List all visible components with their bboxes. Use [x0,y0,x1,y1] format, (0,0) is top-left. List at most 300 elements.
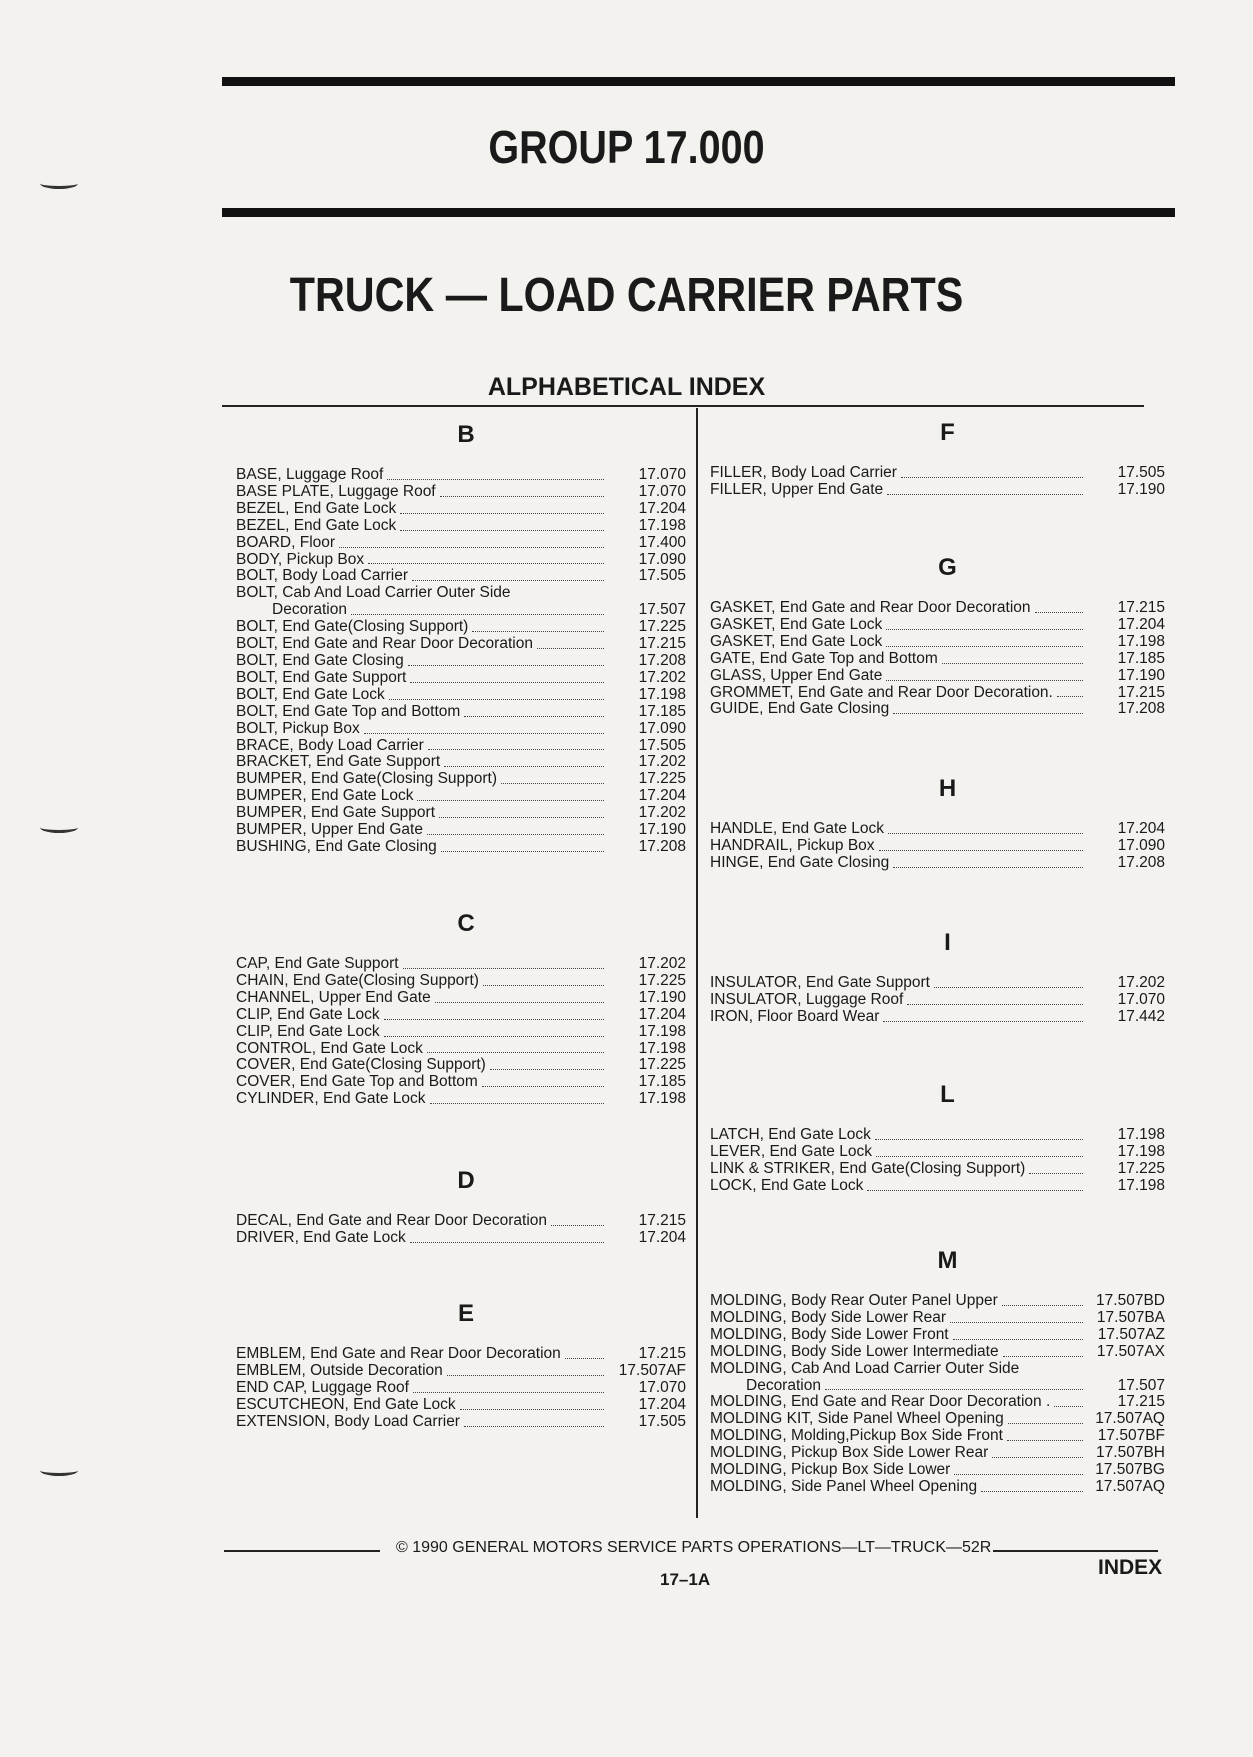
index-entry [710,701,1165,718]
index-entry-name: BUMPER, Upper End Gate [236,821,423,839]
dot-leader [893,867,1083,868]
dot-leader [950,1322,1083,1323]
index-entry-number: 17.507AX [1096,1342,1165,1360]
index-entry [710,651,1165,668]
index-entry-number: 17.507 [1117,1376,1165,1394]
index-entry-number: 17.505 [638,567,686,585]
dot-leader [992,1457,1083,1458]
top-rule [222,77,1175,86]
index-entry-number: 17.198 [638,516,686,534]
dot-leader [430,1103,604,1104]
index-entry-name: MOLDING, Body Rear Outer Panel Upper [710,1292,998,1309]
index-entry-name: HINGE, End Gate Closing [710,853,890,871]
index-entry-name: BASE PLATE, Luggage Roof [236,482,436,500]
index-entry-number: 17.505 [1117,464,1165,481]
index-entry-name: EMBLEM, Outside Decoration [236,1361,443,1379]
index-section-h [710,771,1165,872]
index-entry [710,617,1165,634]
index-entry-name: END CAP, Luggage Roof [236,1378,409,1396]
index-entry-name: BOLT, Body Load Carrier [236,567,409,585]
index-entry-number: 17.225 [638,618,686,636]
index-entry [710,465,1165,482]
index-entry [236,670,686,687]
index-entry-name: DRIVER, End Gate Lock [236,1228,406,1246]
index-entry-name: ESCUTCHEON, End Gate Lock [236,1395,456,1413]
dot-leader [417,800,604,801]
index-entry-name: MOLDING, Side Panel Wheel Opening [710,1477,978,1495]
dot-leader [389,699,604,700]
index-entry [710,1009,1165,1026]
dot-leader [537,648,604,649]
index-entry-number: 17.070 [638,466,686,483]
index-entry-name: CHANNEL, Upper End Gate [236,988,431,1006]
index-entry-name: BUMPER, End Gate Support [236,804,436,822]
index-entry-name: INSULATOR, Luggage Roof [710,990,904,1008]
index-entry-name: COVER, End Gate(Closing Support) [236,1056,486,1074]
index-entry-name: BOLT, End Gate Support [236,668,407,686]
index-entry [236,704,686,721]
index-entry [236,990,686,1007]
index-section-g [710,550,1165,718]
index-entry-name: DECAL, End Gate and Rear Door Decoration [236,1212,548,1229]
index-section-m [710,1243,1165,1496]
index-entry-name: BODY, Pickup Box [236,550,365,568]
index-entry-number: 17.507AF [618,1361,686,1379]
index-entry-name: MOLDING, End Gate and Rear Door Decoration . [710,1393,1051,1411]
index-entry [236,1057,686,1074]
dot-leader [368,563,604,564]
dot-leader [482,1086,604,1087]
index-entry [710,1462,1165,1479]
index-entry-number: 17.185 [638,1073,686,1091]
index-entry-name: MOLDING, Body Side Lower Rear [710,1308,947,1326]
column-divider [696,408,698,1518]
index-entry-number: 17.204 [638,1005,686,1023]
index-entry-number: 17.208 [1117,700,1165,718]
index-entry-number: 17.215 [1117,1393,1165,1411]
index-entry-number: 17.070 [638,1378,686,1396]
dot-leader [483,985,604,986]
index-entry-number: 17.507AQ [1095,1477,1165,1495]
dot-leader [887,494,1083,495]
index-entry [710,668,1165,685]
index-entry-number: 17.507BD [1096,1292,1165,1309]
index-entry [710,1293,1165,1310]
index-entry [236,1041,686,1058]
index-entry [710,1144,1165,1161]
dot-leader [907,1004,1083,1005]
index-entry [710,1178,1165,1195]
index-entry-name: CONTROL, End Gate Lock [236,1039,423,1057]
index-entry-number: 17.225 [638,770,686,788]
dot-leader [413,1392,604,1393]
index-entry [236,1414,686,1431]
index-entry-name: BOLT, End Gate Lock [236,685,385,703]
dot-leader [953,1339,1083,1340]
index-entry [236,721,686,738]
index-entry [236,1346,686,1363]
index-entry [710,1394,1165,1411]
dot-leader [1054,1406,1083,1407]
index-entry-number: 17.204 [1117,615,1165,633]
index-entry-number: 17.507BA [1096,1308,1165,1326]
section-letter: B [457,421,475,448]
index-entry [236,839,686,856]
punch-hole-mark [40,1465,78,1476]
index-entry [710,685,1165,702]
index-entry-name: CAP, End Gate Support [236,955,399,972]
index-entry-number: 17.202 [638,668,686,686]
index-entry-number: 17.225 [638,1056,686,1074]
index-entry [710,975,1165,992]
index-entry-number: 17.198 [638,1022,686,1040]
dot-leader [441,851,604,852]
index-entry-number: 17.507BG [1095,1461,1165,1479]
index-entry [710,1327,1165,1344]
dot-leader [384,1019,604,1020]
index-section-b [236,417,686,856]
index-section-e [236,1296,686,1431]
index-entry-name: GLASS, Upper End Gate [710,666,883,684]
index-entry-name: GASKET, End Gate Lock [710,615,883,633]
index-subtitle: ALPHABETICAL INDEX [487,373,766,401]
index-entry-number: 17.090 [638,550,686,568]
index-entry [236,687,686,704]
index-entry [236,501,686,518]
dot-leader [867,1190,1083,1191]
index-entry [710,821,1165,838]
index-entry-name: BOLT, Pickup Box [236,719,360,737]
index-entry-name: MOLDING, Molding,Pickup Box Side Front [710,1427,1003,1445]
section-letter: M [937,1247,958,1274]
index-entry-name: BOLT, End Gate and Rear Door Decoration [236,635,533,653]
dot-leader [1002,1305,1083,1306]
dot-leader [472,631,604,632]
index-entry-name: BUMPER, End Gate(Closing Support) [236,770,498,788]
index-entry-name: EMBLEM, End Gate and Rear Door Decoration [236,1345,561,1362]
dot-leader [1029,1173,1083,1174]
dot-leader [1057,696,1083,697]
punch-hole-mark [40,822,78,833]
section-letter: L [940,1081,955,1108]
index-entry-number: 17.090 [638,719,686,737]
dot-leader [464,716,604,717]
dot-leader [410,682,604,683]
index-entry [710,1479,1165,1496]
index-entry-number: 17.185 [1117,649,1165,667]
index-entry-number: 17.202 [638,753,686,771]
index-entry [710,1127,1165,1144]
index-entry-name: BRACE, Body Load Carrier [236,736,424,754]
index-entry-name: FILLER, Upper End Gate [710,480,884,498]
index-section-f [710,415,1165,499]
dot-leader [954,1474,1083,1475]
dot-leader [410,1242,604,1243]
index-entry-number: 17.507AQ [1095,1410,1165,1428]
section-letter: F [940,419,955,446]
dot-leader [400,530,604,531]
index-entry-number: 17.225 [1117,1159,1165,1177]
section-letter: H [938,775,957,802]
index-entry-name: IRON, Floor Board Wear [710,1007,880,1025]
dot-leader [886,680,1083,681]
dot-leader [883,1021,1083,1022]
index-entry-number: 17.198 [1117,1142,1165,1160]
index-entry-number: 17.190 [638,988,686,1006]
index-entry-number: 17.198 [638,685,686,703]
dot-leader [875,1139,1083,1140]
index-entry-name: BEZEL, End Gate Lock [236,516,397,534]
index-section-l [710,1077,1165,1195]
index-entry-number: 17.208 [638,837,686,855]
index-entry [710,482,1165,499]
index-entry-name: CLIP, End Gate Lock [236,1022,380,1040]
index-entry-name: BOLT, End Gate Top and Bottom [236,702,461,720]
index-entry [710,1378,1165,1395]
index-entry-number: 17.225 [638,971,686,989]
index-entry-number: 17.070 [1117,990,1165,1008]
index-entry [236,1074,686,1091]
index-entry [236,636,686,653]
index-entry-name: BOLT, End Gate(Closing Support) [236,618,469,636]
dot-leader [551,1225,604,1226]
dot-leader [427,1052,604,1053]
dot-leader [565,1358,604,1359]
dot-leader [464,1426,604,1427]
section-letter: G [938,554,957,581]
dot-leader [403,968,604,969]
index-entry-name-continuation: Decoration [272,601,347,619]
dot-leader [490,1069,604,1070]
index-entry-name: EXTENSION, Body Load Carrier [236,1412,460,1430]
index-entry [236,771,686,788]
index-entry-number: 17.204 [638,1395,686,1413]
index-section-d [236,1163,686,1247]
index-entry-number: 17.507BH [1096,1444,1165,1462]
index-entry-number: 17.202 [638,804,686,822]
dot-leader [886,646,1083,647]
index-entry [710,855,1165,872]
dot-leader [1035,612,1084,613]
index-entry-name: CYLINDER, End Gate Lock [236,1090,426,1108]
dot-leader [387,479,604,480]
footer-rule-left [224,1550,380,1552]
index-entry-name: BRACKET, End Gate Support [236,753,441,771]
index-section-c [236,906,686,1108]
index-entry-name: INSULATOR, End Gate Support [710,974,930,991]
page-number: 17–1A [660,1570,711,1589]
index-entry-name: BOLT, End Gate Closing [236,651,404,669]
index-entry-name: GATE, End Gate Top and Bottom [710,649,938,667]
dot-leader [981,1491,1083,1492]
dot-leader [408,665,604,666]
index-entry-number: 17.204 [638,787,686,805]
index-entry-number: 17.198 [1117,1126,1165,1143]
index-entry [236,788,686,805]
index-entry-name: GASKET, End Gate Lock [710,632,883,650]
index-entry [236,1230,686,1247]
index-entry [710,1310,1165,1327]
index-entry [710,992,1165,1009]
index-rule [222,405,1144,407]
index-entry [236,653,686,670]
index-label: INDEX [1098,1556,1163,1579]
index-entry-name: BUMPER, End Gate Lock [236,787,414,805]
index-entry [236,754,686,771]
index-entry-name: MOLDING KIT, Side Panel Wheel Opening [710,1410,1004,1428]
index-entry-number: 17.442 [1117,1007,1165,1025]
section-letter: D [457,1167,475,1194]
dot-leader [439,817,604,818]
footer-copyright: © 1990 GENERAL MOTORS SERVICE PARTS OPERATIONS—LT—TRUCK—52R [396,1539,992,1556]
index-entry-name: GUIDE, End Gate Closing [710,700,890,718]
index-entry [236,602,686,619]
dot-leader [1007,1440,1083,1441]
index-entry [236,467,686,484]
header-rule [222,208,1175,217]
index-entry-number: 17.507BF [1097,1427,1165,1445]
index-entry-name: MOLDING, Body Side Lower Front [710,1325,949,1343]
index-entry [236,1091,686,1108]
index-entry [710,1161,1165,1178]
index-entry [236,619,686,636]
index-entry [236,1397,686,1414]
index-entry-name: BEZEL, End Gate Lock [236,499,397,517]
index-entry [236,973,686,990]
index-entry-number: 17.190 [638,821,686,839]
index-entry [236,484,686,501]
dot-leader [825,1389,1083,1390]
index-entry-name-continuation: Decoration [746,1376,821,1394]
index-entry [236,518,686,535]
index-entry-number: 17.204 [638,1228,686,1246]
index-entry-name: LOCK, End Gate Lock [710,1176,864,1194]
section-letter: E [457,1300,474,1327]
index-entry-name: MOLDING, Body Side Lower Intermediate [710,1342,999,1360]
index-entry [236,1213,686,1230]
index-entry-number: 17.190 [1117,480,1165,498]
index-entry [236,822,686,839]
index-entry-name: HANDRAIL, Pickup Box [710,836,875,854]
dot-leader [893,713,1083,714]
index-entry-name: LATCH, End Gate Lock [710,1126,871,1143]
index-entry-number: 17.198 [1117,1176,1165,1194]
index-entry-number: 17.507 [638,601,686,619]
dot-leader [879,850,1083,851]
dot-leader [888,833,1083,834]
index-entry-name: CHAIN, End Gate(Closing Support) [236,971,479,989]
dot-leader [384,1036,604,1037]
index-entry [236,1007,686,1024]
dot-leader [942,663,1083,664]
index-entry-name: CLIP, End Gate Lock [236,1005,380,1023]
dot-leader [364,733,604,734]
index-entry [710,1445,1165,1462]
index-entry-number: 17.070 [638,482,686,500]
index-entry-number: 17.202 [1117,974,1165,991]
index-entry-name: MOLDING, Cab And Load Carrier Outer Side [710,1359,1020,1377]
dot-leader [428,749,604,750]
dot-leader [501,783,604,784]
index-entry [236,568,686,585]
dot-leader [460,1409,604,1410]
index-entry-name: COVER, End Gate Top and Bottom [236,1073,478,1091]
dot-leader [435,1002,604,1003]
index-entry-number: 17.090 [1117,836,1165,854]
dot-leader [444,766,604,767]
index-entry-name: BOLT, Cab And Load Carrier Outer Side [236,584,511,602]
section-letter: C [457,910,475,937]
index-entry [236,1380,686,1397]
dot-leader [876,1156,1083,1157]
index-entry-number: 17.204 [638,499,686,517]
index-entry-name: BUSHING, End Gate Closing [236,837,437,855]
index-entry-number: 17.507AZ [1097,1325,1165,1343]
dot-leader [901,477,1083,478]
dot-leader [351,614,604,615]
dot-leader [339,547,604,548]
index-entry-name: LEVER, End Gate Lock [710,1142,872,1160]
dot-leader [447,1375,604,1376]
dot-leader [400,513,604,514]
index-entry-number: 17.208 [638,651,686,669]
index-entry [236,535,686,552]
index-entry-name: BASE, Luggage Roof [236,466,384,483]
dot-leader [440,496,604,497]
index-entry-number: 17.202 [638,955,686,972]
index-entry-number: 17.185 [638,702,686,720]
index-entry-number: 17.198 [638,1090,686,1108]
index-entry-number: 17.215 [638,1212,686,1229]
index-entry-number: 17.215 [1117,599,1165,616]
punch-hole-mark [40,178,78,189]
index-section-i [710,925,1165,1026]
index-entry [236,1363,686,1380]
index-entry-number: 17.215 [638,1345,686,1362]
dot-leader [934,987,1083,988]
index-entry [710,1344,1165,1361]
index-entry-number: 17.208 [1117,853,1165,871]
dot-leader [886,629,1083,630]
dot-leader [1003,1356,1083,1357]
group-title: GROUP 17.000 [488,121,765,173]
index-entry-name: LINK & STRIKER, End Gate(Closing Support) [710,1159,1026,1177]
index-entry [710,634,1165,651]
index-entry [710,838,1165,855]
index-entry-number: 17.505 [638,1412,686,1430]
index-entry [236,552,686,569]
index-entry [710,1411,1165,1428]
index-entry [710,600,1165,617]
index-entry-name: GROMMET, End Gate and Rear Door Decoration. [710,683,1053,701]
index-entry-name: MOLDING, Pickup Box Side Lower [710,1461,951,1479]
index-entry [236,805,686,822]
dot-leader [412,580,604,581]
index-entry-name: BOARD, Floor [236,533,336,551]
index-entry-name: GASKET, End Gate and Rear Door Decoration [710,599,1031,616]
index-entry-number: 17.215 [1117,683,1165,701]
index-entry-name: FILLER, Body Load Carrier [710,464,897,481]
dot-leader [427,834,604,835]
index-entry [710,1428,1165,1445]
section-letter: I [944,929,951,956]
index-entry-number: 17.215 [638,635,686,653]
index-entry-number: 17.198 [638,1039,686,1057]
footer-rule-right [993,1550,1158,1552]
index-entry-name: HANDLE, End Gate Lock [710,820,885,837]
dot-leader [1008,1423,1083,1424]
index-entry [236,956,686,973]
